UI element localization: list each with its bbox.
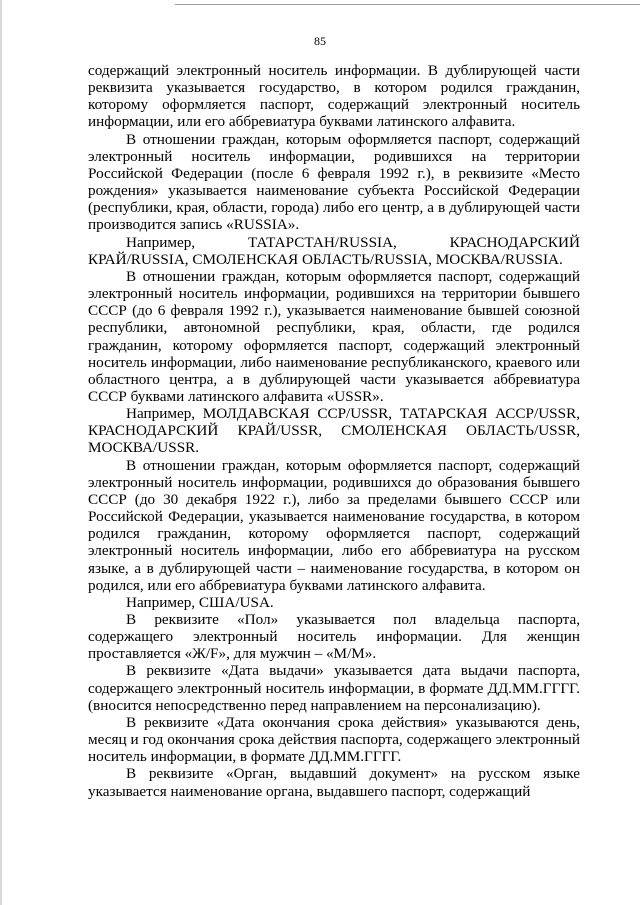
document-body — [88, 62, 580, 800]
paragraph-foreign-birthplace: В отношении граждан, которым оформляется паспорт, содержащий электронный носитель информации, родившихся до образования бывшего СССР (до 30 декабря 1922 г.), либо за пределами бывшего СССР или Российской Федерации, указывается наименование государства, в котором родился гражданин, которому оформляется паспорт, содержащий электронный носитель информации, либо его аббревиатура на русском языке, а в дублирующей части – наименование государства, в котором он родился, или его аббревиатура буквами латинского алфавита. — [88, 456, 580, 594]
scan-edge — [0, 0, 2, 905]
page-number: 85 — [314, 34, 326, 48]
paragraph-sex-field: В реквизите «Пол» указывается пол владельца паспорта, содержащего электронный носитель информации. Для женщин проставляется «Ж/F», для мужчин – «М/M». — [88, 611, 580, 663]
paragraph-issuing-authority: В реквизите «Орган, выдавший документ» на русском языке указывается наименование органа, выдавшего паспорт, содержащий — [88, 765, 580, 800]
paragraph-issue-date: В реквизите «Дата выдачи» указывается дата выдачи паспорта, содержащего электронный носитель информации, в формате ДД.ММ.ГГГГ. (вносится непосредственно перед направлением на персонализацию). — [88, 662, 580, 714]
top-rule — [175, 4, 640, 5]
paragraph-russia-birthplace: В отношении граждан, которым оформляется паспорт, содержащий электронный носитель информации, родившихся на территории Российской Федерации (после 6 февраля 1992 г.), в реквизите «Место рождения» указывается наименование субъекта Российской Федерации (республики, края, области, города) либо его центр, а в дублирующей части производится запись «RUSSIA». — [88, 130, 580, 234]
paragraph-continuation: содержащий электронный носитель информации. В дублирующей части реквизита указывается государство, в котором родился гражданин, которому оформляется паспорт, содержащий электронный носитель информации, или его аббревиатура буквами латинского алфавита. — [88, 62, 580, 131]
paragraph-expiry-date: В реквизите «Дата окончания срока действия» указываются день, месяц и год окончания срока действия паспорта, содержащего электронный носитель информации, в формате ДД.ММ.ГГГГ. — [88, 713, 580, 766]
paragraph-ussr-birthplace: В отношении граждан, которым оформляется паспорт, содержащий электронный носитель информации, родившихся на территории бывшего СССР (до 6 февраля 1992 г.), указывается наименование бывшей союзной республики, автономной республики, края, области, где родился гражданин, которому оформляется паспорт, содержащий электронный носитель информации, либо наименование республиканского, краевого или областного центра, а в дублирующей части указывается аббревиатура СССР буквами латинского алфавита «USSR». — [88, 267, 580, 405]
paragraph-foreign-example: Например, США/USA. — [126, 593, 274, 611]
paragraph-ussr-example: Например, МОЛДАВСКАЯ ССР/USSR, ТАТАРСКАЯ АССР/USSR, КРАСНОДАРСКИЙ КРАЙ/USSR, СМОЛЕНСКАЯ ОБЛАСТЬ/USSR, МОСКВА/USSR. — [88, 405, 580, 457]
paragraph-russia-example: Например, ТАТАРСТАН/RUSSIA, КРАСНОДАРСКИЙ КРАЙ/RUSSIA, СМОЛЕНСКАЯ ОБЛАСТЬ/RUSSIA, МОСКВА/RUSSIA. — [88, 233, 580, 268]
